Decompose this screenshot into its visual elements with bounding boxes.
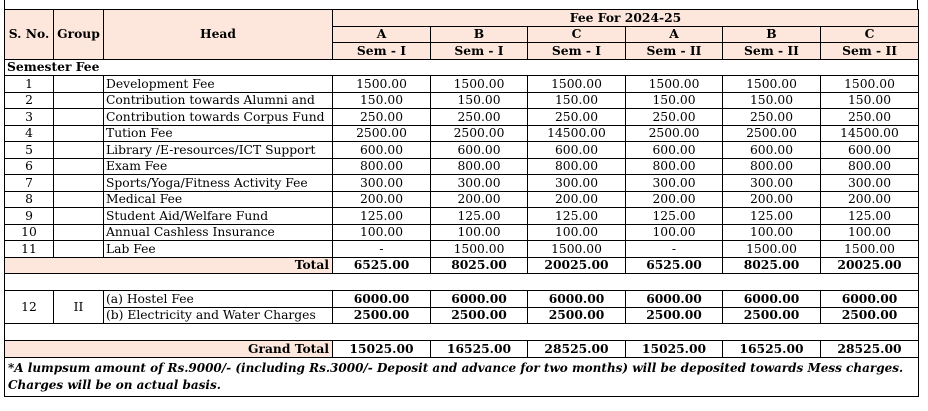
top-border bbox=[4, 0, 918, 9]
section-row bbox=[5, 59, 919, 76]
fee-value: 250.00 bbox=[333, 109, 431, 126]
fee-value: 1500.00 bbox=[626, 76, 723, 93]
header-sem-col: Sem - I bbox=[528, 43, 626, 60]
row-sno: 1 bbox=[5, 76, 54, 93]
row-group bbox=[54, 208, 104, 225]
spacer-row bbox=[5, 274, 919, 291]
header-group-col: B bbox=[723, 26, 821, 43]
fee-value: 2500.00 bbox=[626, 125, 723, 142]
table-row bbox=[5, 175, 919, 192]
header-sno: S. No. bbox=[5, 10, 54, 60]
fee-value: 1500.00 bbox=[528, 241, 626, 258]
header-head: Head bbox=[104, 10, 333, 60]
table-row bbox=[5, 142, 919, 159]
fee-value: 150.00 bbox=[333, 92, 431, 109]
row-head: Exam Fee bbox=[104, 158, 333, 175]
table-row bbox=[5, 208, 919, 225]
row-group bbox=[54, 158, 104, 175]
total-value: 8025.00 bbox=[723, 257, 821, 274]
fee-value: 125.00 bbox=[626, 208, 723, 225]
row-group bbox=[54, 241, 104, 258]
row-sno: 6 bbox=[5, 158, 54, 175]
fee-value: 200.00 bbox=[333, 191, 431, 208]
header-sem-col: Sem - I bbox=[333, 43, 431, 60]
hostel-value: 2500.00 bbox=[626, 307, 723, 324]
row-sno: 10 bbox=[5, 224, 54, 241]
total-value: 8025.00 bbox=[431, 257, 528, 274]
fee-value: 2500.00 bbox=[431, 125, 528, 142]
table-row bbox=[5, 191, 919, 208]
fee-value: 100.00 bbox=[528, 224, 626, 241]
header-group-col: C bbox=[528, 26, 626, 43]
row-head: Contribution towards Corpus Fund bbox=[104, 109, 333, 126]
hostel-head: (a) Hostel Fee bbox=[104, 291, 333, 308]
fee-value: 100.00 bbox=[333, 224, 431, 241]
hostel-row bbox=[5, 307, 919, 324]
grand-total-value: 28525.00 bbox=[528, 341, 626, 358]
fee-value: 1500.00 bbox=[333, 76, 431, 93]
table-row bbox=[5, 92, 919, 109]
row-sno: 7 bbox=[5, 175, 54, 192]
row-head: Lab Fee bbox=[104, 241, 333, 258]
fee-value: 200.00 bbox=[431, 191, 528, 208]
row-head: Library /E-resources/ICT Support bbox=[104, 142, 333, 159]
hostel-value: 6000.00 bbox=[431, 291, 528, 308]
fee-value: 200.00 bbox=[528, 191, 626, 208]
row-group bbox=[54, 125, 104, 142]
fee-value: 300.00 bbox=[333, 175, 431, 192]
hostel-value: 6000.00 bbox=[626, 291, 723, 308]
header-sem-col: Sem - II bbox=[821, 43, 919, 60]
fee-value: - bbox=[333, 241, 431, 258]
row-sno: 3 bbox=[5, 109, 54, 126]
mess-charges-note: *A lumpsum amount of Rs.9000/- (including Rs.3000/- Deposit and advance for two months) will be deposited towards Mess charges. Charges will be on actual basis. bbox=[5, 357, 919, 396]
grand-total-value: 28525.00 bbox=[821, 341, 919, 358]
row-head: Sports/Yoga/Fitness Activity Fee bbox=[104, 175, 333, 192]
row-sno: 5 bbox=[5, 142, 54, 159]
grand-total-value: 16525.00 bbox=[431, 341, 528, 358]
fee-value: 1500.00 bbox=[723, 76, 821, 93]
table-row bbox=[5, 224, 919, 241]
row-group bbox=[54, 191, 104, 208]
header-sem-col: Sem - I bbox=[431, 43, 528, 60]
fee-value: 125.00 bbox=[431, 208, 528, 225]
row-head: Development Fee bbox=[104, 76, 333, 93]
row-sno: 2 bbox=[5, 92, 54, 109]
header-group: Group bbox=[54, 10, 104, 60]
spacer-row bbox=[5, 324, 919, 341]
header-group-col: A bbox=[626, 26, 723, 43]
fee-table bbox=[4, 9, 919, 397]
hostel-value: 2500.00 bbox=[821, 307, 919, 324]
hostel-value: 6000.00 bbox=[821, 291, 919, 308]
fee-value: 14500.00 bbox=[528, 125, 626, 142]
fee-value: 300.00 bbox=[821, 175, 919, 192]
hostel-value: 2500.00 bbox=[431, 307, 528, 324]
fee-value: 125.00 bbox=[821, 208, 919, 225]
fee-value: 600.00 bbox=[626, 142, 723, 159]
row-head: Contribution towards Alumni and bbox=[104, 92, 333, 109]
grand-total-value: 15025.00 bbox=[626, 341, 723, 358]
hostel-value: 6000.00 bbox=[528, 291, 626, 308]
table-row bbox=[5, 158, 919, 175]
fee-value: 150.00 bbox=[528, 92, 626, 109]
fee-value: 600.00 bbox=[723, 142, 821, 159]
fee-value: 300.00 bbox=[626, 175, 723, 192]
hostel-value: 6000.00 bbox=[333, 291, 431, 308]
row-group bbox=[54, 109, 104, 126]
fee-value: 150.00 bbox=[626, 92, 723, 109]
header-group-col: A bbox=[333, 26, 431, 43]
row-sno: 9 bbox=[5, 208, 54, 225]
row-head: Tution Fee bbox=[104, 125, 333, 142]
total-row bbox=[5, 257, 919, 274]
header-sem-col: Sem - II bbox=[723, 43, 821, 60]
hostel-sno: 12 bbox=[5, 291, 54, 324]
fee-value: 250.00 bbox=[528, 109, 626, 126]
fee-value: - bbox=[626, 241, 723, 258]
total-value: 6525.00 bbox=[626, 257, 723, 274]
row-sno: 8 bbox=[5, 191, 54, 208]
hostel-head: (b) Electricity and Water Charges bbox=[104, 307, 333, 324]
total-label: Total bbox=[5, 257, 333, 274]
fee-value: 250.00 bbox=[431, 109, 528, 126]
grand-total-value: 16525.00 bbox=[723, 341, 821, 358]
fee-value: 800.00 bbox=[333, 158, 431, 175]
fee-value: 600.00 bbox=[821, 142, 919, 159]
spacer-cell bbox=[5, 324, 919, 341]
row-head: Medical Fee bbox=[104, 191, 333, 208]
fee-value: 100.00 bbox=[431, 224, 528, 241]
fee-value: 200.00 bbox=[821, 191, 919, 208]
grand-total-row bbox=[5, 341, 919, 358]
fee-value: 1500.00 bbox=[723, 241, 821, 258]
hostel-row bbox=[5, 291, 919, 308]
table-row bbox=[5, 241, 919, 258]
fee-value: 250.00 bbox=[821, 109, 919, 126]
fee-value: 1500.00 bbox=[431, 241, 528, 258]
fee-value: 150.00 bbox=[821, 92, 919, 109]
fee-value: 250.00 bbox=[723, 109, 821, 126]
note-row bbox=[5, 357, 919, 396]
fee-value: 2500.00 bbox=[333, 125, 431, 142]
row-group bbox=[54, 76, 104, 93]
fee-value: 1500.00 bbox=[821, 241, 919, 258]
fee-value: 14500.00 bbox=[821, 125, 919, 142]
fee-value: 600.00 bbox=[431, 142, 528, 159]
header-fee-for: Fee For 2024-25 bbox=[333, 10, 919, 27]
fee-value: 100.00 bbox=[626, 224, 723, 241]
fee-value: 125.00 bbox=[723, 208, 821, 225]
row-group bbox=[54, 175, 104, 192]
hostel-value: 2500.00 bbox=[528, 307, 626, 324]
hostel-value: 2500.00 bbox=[333, 307, 431, 324]
section-title: Semester Fee bbox=[5, 59, 919, 76]
total-value: 20025.00 bbox=[528, 257, 626, 274]
table-row bbox=[5, 125, 919, 142]
total-value: 6525.00 bbox=[333, 257, 431, 274]
header-group-col: B bbox=[431, 26, 528, 43]
fee-value: 1500.00 bbox=[528, 76, 626, 93]
fee-value: 2500.00 bbox=[723, 125, 821, 142]
fee-value: 200.00 bbox=[626, 191, 723, 208]
row-group bbox=[54, 224, 104, 241]
fee-value: 100.00 bbox=[821, 224, 919, 241]
hostel-value: 6000.00 bbox=[723, 291, 821, 308]
fee-value: 800.00 bbox=[821, 158, 919, 175]
fee-value: 1500.00 bbox=[821, 76, 919, 93]
row-sno: 4 bbox=[5, 125, 54, 142]
fee-value: 125.00 bbox=[333, 208, 431, 225]
grand-total-label: Grand Total bbox=[5, 341, 333, 358]
fee-value: 300.00 bbox=[431, 175, 528, 192]
row-head: Student Aid/Welfare Fund bbox=[104, 208, 333, 225]
hostel-group: II bbox=[54, 291, 104, 324]
fee-value: 250.00 bbox=[626, 109, 723, 126]
fee-value: 800.00 bbox=[723, 158, 821, 175]
table-row bbox=[5, 109, 919, 126]
fee-value: 1500.00 bbox=[431, 76, 528, 93]
row-head: Annual Cashless Insurance bbox=[104, 224, 333, 241]
header-group-col: C bbox=[821, 26, 919, 43]
fee-value: 600.00 bbox=[333, 142, 431, 159]
fee-value: 200.00 bbox=[723, 191, 821, 208]
row-group bbox=[54, 92, 104, 109]
row-sno: 11 bbox=[5, 241, 54, 258]
fee-value: 800.00 bbox=[626, 158, 723, 175]
fee-value: 800.00 bbox=[528, 158, 626, 175]
grand-total-value: 15025.00 bbox=[333, 341, 431, 358]
row-group bbox=[54, 142, 104, 159]
header-sem-col: Sem - II bbox=[626, 43, 723, 60]
fee-value: 100.00 bbox=[723, 224, 821, 241]
fee-value: 150.00 bbox=[723, 92, 821, 109]
fee-value: 800.00 bbox=[431, 158, 528, 175]
table-row bbox=[5, 76, 919, 93]
total-value: 20025.00 bbox=[821, 257, 919, 274]
header-row-1 bbox=[5, 10, 919, 27]
fee-value: 300.00 bbox=[528, 175, 626, 192]
fee-value: 150.00 bbox=[431, 92, 528, 109]
fee-value: 125.00 bbox=[528, 208, 626, 225]
fee-value: 300.00 bbox=[723, 175, 821, 192]
spacer-cell bbox=[5, 274, 919, 291]
fee-value: 600.00 bbox=[528, 142, 626, 159]
hostel-value: 2500.00 bbox=[723, 307, 821, 324]
